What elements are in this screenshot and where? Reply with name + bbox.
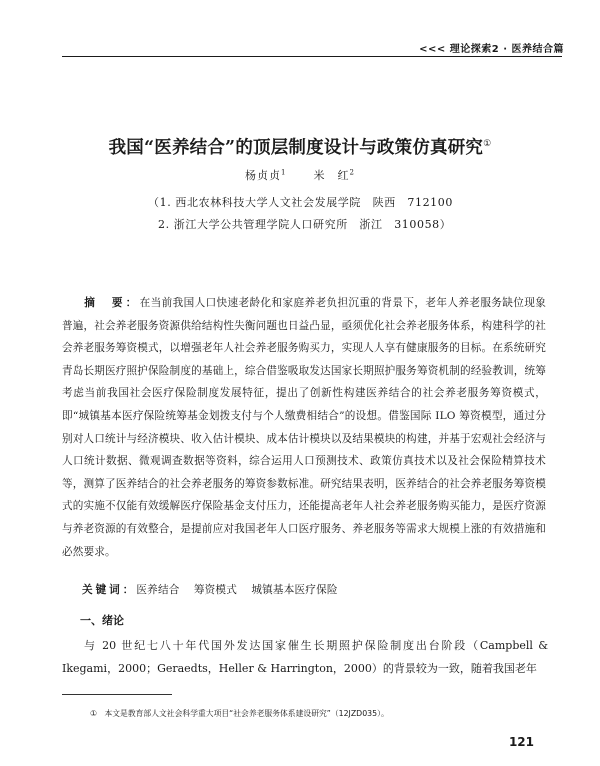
footnote-mark: ① xyxy=(90,709,97,718)
title-footnote-mark: ① xyxy=(483,139,492,150)
article-title xyxy=(0,134,600,159)
abstract-text: 在当前我国人口快速老龄化和家庭养老负担沉重的背景下，老年人养老服务缺位现象普遍，社会养老服务资源供给结构性失衡问题也日益凸显，亟须优化社会养老服务体系，构建科学的社会养老服务筹资模式，以增强老年人社会养老服务购买力，实现人人享有健康服务的目标。在系统研究青岛长期医疗照护保险制度的基础上，综合借鉴吸取发达国家长期照护服务筹资机制的经验教训，统筹考虑当前我国社会医疗保险制度发展特征，提出了创新性构建医养结合的社会养老服务筹资模式，即“城镇基本医疗保险统筹基金划拨支付与个人缴费相结合”的设想。借鉴国际 ILO 筹资模型，通过分别对人口统计与经济模块、收入估计模块、成本估计模块以及结果模块的构建，并基于宏观社会经济与人口统计数据、微观调查数据等资料，综合运用人口预测技术、政策仿真技术以及社会保险精算技术等，测算了医养结合的社会养老服务的筹资参数标准。研究结果表明，医养结合的社会养老服务筹资模式的实施不仅能有效缓解医疗保险基金支付压力，还能提高老年人社会养老服务购买能力，是医疗资源与养老资源的有效整合，是提前应对我国老年人口医疗服务、养老服务等需求大规模上涨的有效措施和必然要求。 xyxy=(62,297,547,558)
affiliation-2: 2. 浙江大学公共管理学院人口研究所 浙江 310058） xyxy=(158,218,452,231)
keywords-line xyxy=(82,582,338,597)
author-affil-mark: 2 xyxy=(349,168,355,177)
body-paragraph: 与 20 世纪七八十年代国外发达国家催生长期照护保险制度出台阶段（Campbell & Ikegami，2000；Geraedts，Heller & Harrington，2000）的背景较为一致，随着我国老年 xyxy=(62,639,548,675)
keyword-item: 筹资模式 xyxy=(193,584,238,596)
keywords-label: 关键词： xyxy=(82,584,137,596)
page-number: 121 xyxy=(508,735,534,749)
affiliation-1: （1. 西北农林科技大学人文社会发展学院 陕西 712100 xyxy=(148,196,453,209)
section-heading: 一、绪论 xyxy=(80,614,124,627)
abstract-paragraph xyxy=(62,292,546,563)
footnote-rule xyxy=(62,694,172,695)
abstract-block xyxy=(62,292,546,563)
footnote xyxy=(90,708,389,719)
author-name: 杨贞贞 xyxy=(245,169,282,182)
abstract-label: 摘 要： xyxy=(84,297,140,309)
keyword-item: 医养结合 xyxy=(136,584,180,596)
section-body xyxy=(62,634,548,680)
author-affil-mark: 1 xyxy=(281,168,287,177)
keyword-item: 城镇基本医疗保险 xyxy=(251,584,338,596)
header-rule xyxy=(62,56,562,57)
article-title-text: 我国“医养结合”的顶层制度设计与政策仿真研究 xyxy=(108,138,484,158)
footnote-text: 本文是教育部人文社会科学重大项目“社会养老服务体系建设研究”（12JZD035）。 xyxy=(104,709,389,718)
author-list xyxy=(0,167,600,183)
running-header: <<< 理论探索2 · 医养结合篇 xyxy=(419,44,564,55)
author-name: 米 红 xyxy=(313,169,350,182)
